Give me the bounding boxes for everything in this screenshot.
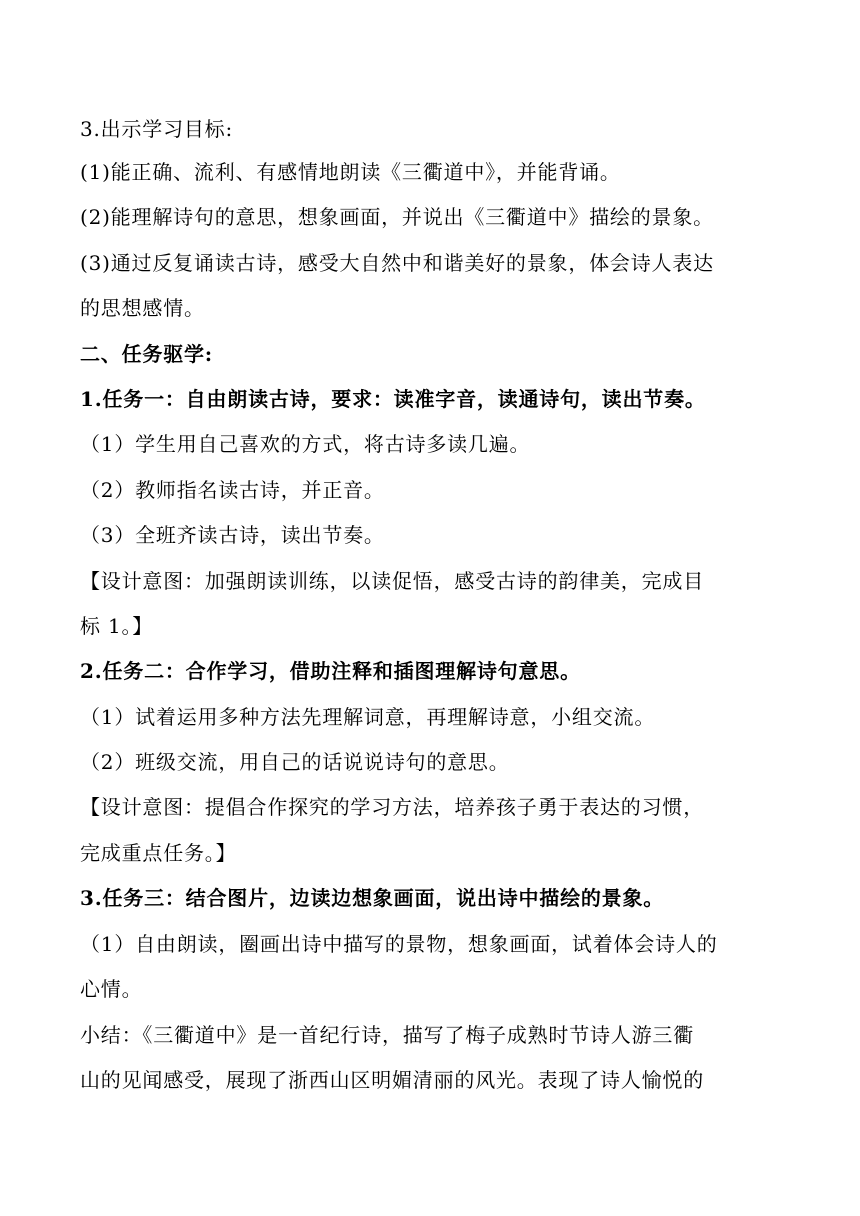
- task-2-step-1: （1）试着运用多种方法先理解词意，再理解诗意，小组交流。: [80, 705, 656, 729]
- objective-2: (2)能理解诗句的意思，想象画面，并说出《三衢道中》描绘的景象。: [80, 205, 714, 229]
- design-intent-1-line-2: 标 1。】: [80, 614, 154, 638]
- design-intent-2-line-1: 【设计意图：提倡合作探究的学习方法，培养孩子勇于表达的习惯，: [80, 795, 704, 819]
- task-2-step-2: （2）班级交流，用自己的话说说诗句的意思。: [80, 750, 510, 774]
- design-intent-1-line-1: 【设计意图：加强朗读训练，以读促悟，感受古诗的韵律美，完成目: [80, 569, 704, 593]
- task-1-step-2: （2）教师指名读古诗，并正音。: [80, 478, 385, 502]
- objective-3-line-1: (3)通过反复诵读古诗，感受大自然中和谐美好的景象，体会诗人表达: [80, 251, 714, 275]
- summary-line-2: 山的见闻感受，展现了浙西山区明媚清丽的风光。表现了诗人愉悦的: [80, 1068, 704, 1092]
- objective-1: (1)能正确、流利、有感情地朗读《三衢道中》，并能背诵。: [80, 160, 621, 184]
- task-2-heading: 2.任务二：合作学习，借助注释和插图理解诗句意思。: [80, 659, 581, 683]
- objectives-heading: 3.出示学习目标:: [80, 117, 234, 141]
- task-3-heading: 3.任务三：结合图片，边读边想象画面，说出诗中描绘的景象。: [80, 886, 665, 910]
- summary-line-1: 小结：《三衢道中》是一首纪行诗，描写了梅子成熟时节诗人游三衢: [80, 1023, 694, 1047]
- task-1-step-3: （3）全班齐读古诗，读出节奏。: [80, 523, 385, 547]
- task-3-step-1-line-1: （1）自由朗读，圈画出诗中描写的景物，想象画面，试着体会诗人的: [80, 932, 718, 956]
- task-1-step-1: （1）学生用自己喜欢的方式，将古诗多读几遍。: [80, 432, 531, 456]
- task-3-step-1-line-2: 心情。: [80, 977, 143, 1001]
- section-heading-task-driven: 二、任务驱学:: [80, 342, 213, 366]
- objective-3-line-2: 的思想感情。: [80, 296, 205, 320]
- task-1-heading: 1.任务一：自由朗读古诗，要求：读准字音，读通诗句，读出节奏。: [80, 387, 706, 411]
- design-intent-2-line-2: 完成重点任务。】: [80, 841, 237, 865]
